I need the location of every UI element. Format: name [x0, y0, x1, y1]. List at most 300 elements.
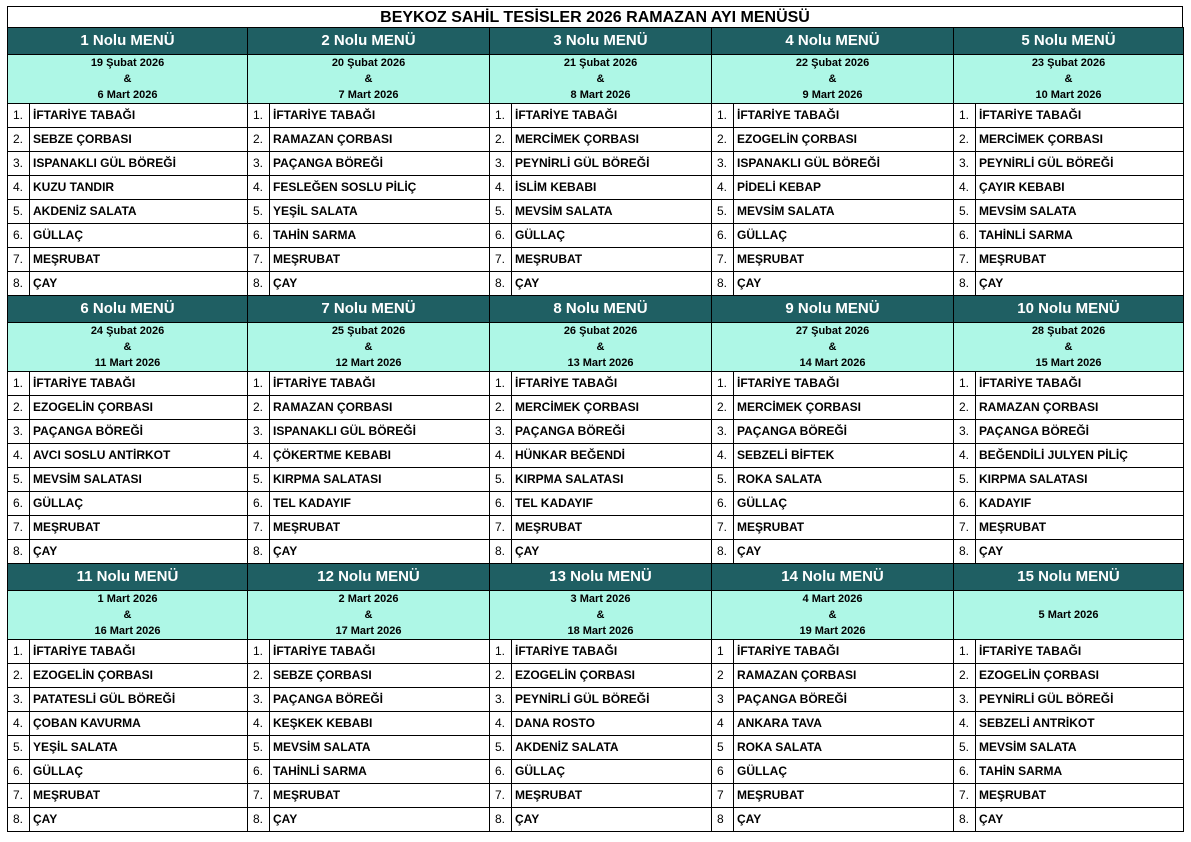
date-line: &	[364, 609, 373, 621]
dish-name: KIRPMA SALATASI	[273, 472, 382, 486]
dish-name: KIRPMA SALATASI	[979, 472, 1088, 486]
dish-name: PAÇANGA BÖREĞİ	[273, 156, 384, 170]
list-item	[954, 444, 1183, 468]
item-number: 5.	[712, 200, 734, 223]
menu-header: 4 Nolu MENÜ	[712, 28, 954, 55]
date-line: &	[1064, 73, 1073, 85]
list-item	[490, 372, 711, 396]
list-item	[954, 272, 1183, 295]
list-item	[490, 224, 711, 248]
list-item	[954, 224, 1183, 248]
date-line: 19 Şubat 2026	[90, 57, 165, 69]
item-number: 1.	[954, 104, 976, 127]
item-number: 5.	[8, 468, 30, 491]
page-title: BEYKOZ SAHİL TESİSLER 2026 RAMAZAN AYI MENÜSÜ	[7, 6, 1183, 27]
list-item	[248, 200, 489, 224]
menu-dates	[712, 591, 954, 640]
list-item	[490, 640, 711, 664]
dish-name: MEŞRUBAT	[33, 520, 101, 534]
item-number: 2.	[954, 396, 976, 419]
dish-name: ÇAY	[737, 812, 762, 826]
dish-name: EZOGELİN ÇORBASI	[33, 400, 154, 414]
dish-name: TEL KADAYIF	[273, 496, 352, 510]
item-number: 3.	[8, 420, 30, 443]
list-item	[712, 736, 953, 760]
dish-name: İFTARİYE TABAĞI	[737, 644, 840, 658]
menu-dates	[490, 55, 712, 104]
dish-name: PAÇANGA BÖREĞİ	[979, 424, 1090, 438]
item-number: 8.	[490, 808, 512, 831]
list-item	[248, 372, 489, 396]
list-item	[490, 712, 711, 736]
dish-name: GÜLLAÇ	[737, 764, 787, 778]
item-number: 3.	[490, 688, 512, 711]
dish-name: YEŞİL SALATA	[33, 740, 118, 754]
item-number: 2.	[490, 128, 512, 151]
date-line: 2 Mart 2026	[338, 593, 399, 605]
dish-name: ISPANAKLI GÜL BÖREĞİ	[273, 424, 416, 438]
item-number: 7.	[8, 784, 30, 807]
list-item	[490, 736, 711, 760]
menu-header: 5 Nolu MENÜ	[954, 28, 1184, 55]
list-item	[248, 176, 489, 200]
dish-name: EZOGELİN ÇORBASI	[979, 668, 1100, 682]
list-item	[954, 712, 1183, 736]
dish-name: TAHİNLİ SARMA	[979, 228, 1073, 242]
list-item	[248, 152, 489, 176]
item-number: 8.	[8, 808, 30, 831]
list-item	[712, 152, 953, 176]
dish-name: ÇAY	[273, 812, 298, 826]
list-item	[712, 420, 953, 444]
list-item	[490, 200, 711, 224]
date-line: 26 Şubat 2026	[563, 325, 638, 337]
dish-name: MEVSİM SALATA	[737, 204, 835, 218]
dish-name: RAMAZAN ÇORBASI	[273, 132, 393, 146]
dish-name: TAHİN SARMA	[979, 764, 1063, 778]
date-line: &	[828, 609, 837, 621]
dish-name: KIRPMA SALATASI	[515, 472, 624, 486]
item-number: 8.	[954, 272, 976, 295]
dish-name: MEVSİM SALATASI	[33, 472, 142, 486]
item-number: 7.	[490, 248, 512, 271]
menu-header: 3 Nolu MENÜ	[490, 28, 712, 55]
item-number: 3	[712, 688, 734, 711]
item-number: 3.	[248, 420, 270, 443]
list-item	[712, 516, 953, 540]
item-number: 4.	[954, 444, 976, 467]
item-number: 2.	[248, 664, 270, 687]
dish-name: EZOGELİN ÇORBASI	[33, 668, 154, 682]
menu-items	[248, 640, 490, 832]
date-line: &	[596, 609, 605, 621]
dish-name: PAÇANGA BÖREĞİ	[33, 424, 144, 438]
menu-dates	[248, 55, 490, 104]
menu-sheet	[7, 6, 1183, 832]
item-number: 4.	[712, 176, 734, 199]
item-number: 2.	[8, 128, 30, 151]
item-number: 4.	[248, 712, 270, 735]
list-item	[8, 640, 247, 664]
list-item	[8, 808, 247, 831]
menu-items	[490, 104, 712, 296]
menu-items	[712, 372, 954, 564]
date-line: 23 Şubat 2026	[1031, 57, 1106, 69]
date-line: 20 Şubat 2026	[331, 57, 406, 69]
item-number: 3.	[712, 420, 734, 443]
list-item	[954, 104, 1183, 128]
list-item	[248, 420, 489, 444]
list-item	[954, 152, 1183, 176]
list-item	[954, 784, 1183, 808]
item-number: 4.	[490, 444, 512, 467]
item-number: 7.	[954, 784, 976, 807]
item-number: 4.	[490, 712, 512, 735]
item-number: 1.	[712, 104, 734, 127]
list-item	[954, 760, 1183, 784]
item-number: 6.	[954, 492, 976, 515]
list-item	[248, 760, 489, 784]
dish-name: HÜNKAR BEĞENDİ	[515, 448, 626, 462]
item-number: 4.	[954, 176, 976, 199]
list-item	[8, 224, 247, 248]
date-line: 19 Mart 2026	[799, 625, 866, 637]
item-number: 6.	[712, 224, 734, 247]
date-line: 5 Mart 2026	[1038, 609, 1099, 621]
dish-name: ÇAY	[979, 812, 1004, 826]
dish-name: İFTARİYE TABAĞI	[737, 376, 840, 390]
list-item	[490, 128, 711, 152]
list-item	[248, 712, 489, 736]
list-item	[954, 372, 1183, 396]
list-item	[712, 712, 953, 736]
dish-name: MEVSİM SALATA	[515, 204, 613, 218]
menu-dates	[712, 323, 954, 372]
list-item	[712, 540, 953, 563]
list-item	[8, 784, 247, 808]
dish-name: MEŞRUBAT	[273, 252, 341, 266]
menu-header: 2 Nolu MENÜ	[248, 28, 490, 55]
list-item	[712, 664, 953, 688]
item-number: 8.	[490, 272, 512, 295]
item-number: 6.	[490, 224, 512, 247]
date-line: 8 Mart 2026	[570, 89, 631, 101]
dish-name: SEBZE ÇORBASI	[33, 132, 132, 146]
dish-name: FESLEĞEN SOSLU PİLİÇ	[273, 180, 417, 194]
list-item	[8, 272, 247, 295]
item-number: 7.	[490, 784, 512, 807]
dish-name: MEŞRUBAT	[515, 520, 583, 534]
date-line: 18 Mart 2026	[567, 625, 634, 637]
dish-name: İSLİM KEBABI	[515, 180, 597, 194]
item-number: 1.	[248, 372, 270, 395]
item-number: 7.	[712, 516, 734, 539]
dish-name: RAMAZAN ÇORBASI	[273, 400, 393, 414]
dish-name: RAMAZAN ÇORBASI	[737, 668, 857, 682]
item-number: 7.	[954, 516, 976, 539]
item-number: 6.	[248, 492, 270, 515]
item-number: 1.	[8, 372, 30, 395]
item-number: 3.	[8, 152, 30, 175]
list-item	[490, 104, 711, 128]
list-item	[712, 688, 953, 712]
item-number: 5.	[954, 736, 976, 759]
list-item	[490, 784, 711, 808]
menu-items	[248, 104, 490, 296]
item-number: 1.	[248, 104, 270, 127]
dish-name: İFTARİYE TABAĞI	[273, 376, 376, 390]
list-item	[490, 808, 711, 831]
menu-items	[8, 372, 248, 564]
dish-name: TAHİNLİ SARMA	[273, 764, 367, 778]
list-item	[8, 420, 247, 444]
dish-name: GÜLLAÇ	[515, 228, 565, 242]
list-item	[248, 104, 489, 128]
item-number: 5.	[954, 200, 976, 223]
menu-items	[8, 104, 248, 296]
item-number: 2.	[490, 664, 512, 687]
menu-items	[954, 104, 1184, 296]
dish-name: PAÇANGA BÖREĞİ	[737, 424, 848, 438]
date-line: 3 Mart 2026	[570, 593, 631, 605]
item-number: 2	[712, 664, 734, 687]
list-item	[490, 272, 711, 295]
item-number: 2.	[954, 664, 976, 687]
menu-dates	[954, 55, 1184, 104]
list-item	[8, 540, 247, 563]
dish-name: İFTARİYE TABAĞI	[273, 644, 376, 658]
dish-name: İFTARİYE TABAĞI	[515, 644, 618, 658]
list-item	[954, 396, 1183, 420]
dish-name: İFTARİYE TABAĞI	[979, 376, 1082, 390]
date-line: 7 Mart 2026	[338, 89, 399, 101]
list-item	[8, 396, 247, 420]
list-item	[248, 468, 489, 492]
item-number: 5.	[8, 200, 30, 223]
dish-name: MEŞRUBAT	[737, 788, 805, 802]
dish-name: PAÇANGA BÖREĞİ	[515, 424, 626, 438]
date-line: &	[596, 73, 605, 85]
list-item	[248, 808, 489, 831]
list-item	[954, 540, 1183, 563]
date-line: &	[828, 341, 837, 353]
date-line: 13 Mart 2026	[567, 357, 634, 369]
item-number: 4.	[8, 176, 30, 199]
list-item	[712, 444, 953, 468]
date-line: 14 Mart 2026	[799, 357, 866, 369]
dish-name: ÇAY	[33, 276, 58, 290]
date-line: 16 Mart 2026	[94, 625, 161, 637]
list-item	[8, 664, 247, 688]
menu-header: 9 Nolu MENÜ	[712, 296, 954, 323]
dish-name: MEŞRUBAT	[33, 788, 101, 802]
list-item	[954, 664, 1183, 688]
item-number: 2.	[490, 396, 512, 419]
item-number: 3.	[490, 420, 512, 443]
date-line: 11 Mart 2026	[94, 357, 161, 369]
item-number: 5.	[490, 736, 512, 759]
item-number: 3.	[712, 152, 734, 175]
list-item	[954, 516, 1183, 540]
list-item	[954, 688, 1183, 712]
item-number: 7	[712, 784, 734, 807]
item-number: 1.	[954, 640, 976, 663]
item-number: 3.	[954, 152, 976, 175]
list-item	[248, 224, 489, 248]
item-number: 6.	[8, 492, 30, 515]
date-line: 1 Mart 2026	[97, 593, 158, 605]
dish-name: PİDELİ KEBAP	[737, 180, 822, 194]
item-number: 8.	[490, 540, 512, 563]
menu-items	[954, 372, 1184, 564]
list-item	[248, 444, 489, 468]
dish-name: ÇAY	[515, 812, 540, 826]
list-item	[8, 492, 247, 516]
dish-name: ANKARA TAVA	[737, 716, 822, 730]
dish-name: MEŞRUBAT	[979, 520, 1047, 534]
menu-header: 11 Nolu MENÜ	[8, 564, 248, 591]
date-line: 4 Mart 2026	[802, 593, 863, 605]
dish-name: ISPANAKLI GÜL BÖREĞİ	[33, 156, 176, 170]
dish-name: PAÇANGA BÖREĞİ	[273, 692, 384, 706]
dish-name: ROKA SALATA	[737, 472, 823, 486]
dish-name: AVCI SOSLU ANTİRKOT	[33, 448, 171, 462]
date-line: 24 Şubat 2026	[90, 325, 165, 337]
list-item	[490, 760, 711, 784]
list-item	[712, 808, 953, 831]
list-item	[8, 468, 247, 492]
menu-items	[490, 640, 712, 832]
dish-name: İFTARİYE TABAĞI	[515, 108, 618, 122]
menu-header: 10 Nolu MENÜ	[954, 296, 1184, 323]
item-number: 1.	[490, 372, 512, 395]
item-number: 5.	[954, 468, 976, 491]
menu-items	[248, 372, 490, 564]
item-number: 3.	[248, 152, 270, 175]
dish-name: ROKA SALATA	[737, 740, 823, 754]
menu-dates	[8, 591, 248, 640]
dish-name: GÜLLAÇ	[515, 764, 565, 778]
item-number: 8.	[8, 540, 30, 563]
item-number: 8.	[954, 540, 976, 563]
list-item	[8, 176, 247, 200]
list-item	[248, 516, 489, 540]
item-number: 5	[712, 736, 734, 759]
item-number: 6.	[490, 492, 512, 515]
dish-name: GÜLLAÇ	[33, 764, 83, 778]
dish-name: ÇAY	[979, 276, 1004, 290]
list-item	[712, 272, 953, 295]
date-line: 10 Mart 2026	[1035, 89, 1102, 101]
date-line: 22 Şubat 2026	[795, 57, 870, 69]
item-number: 5.	[248, 468, 270, 491]
dish-name: RAMAZAN ÇORBASI	[979, 400, 1099, 414]
menu-items	[8, 640, 248, 832]
list-item	[8, 736, 247, 760]
dish-name: PATATESLİ GÜL BÖREĞİ	[33, 692, 176, 706]
list-item	[712, 468, 953, 492]
menu-dates	[490, 591, 712, 640]
dish-name: MEŞRUBAT	[737, 520, 805, 534]
list-item	[8, 712, 247, 736]
list-item	[954, 736, 1183, 760]
item-number: 4.	[248, 444, 270, 467]
list-item	[8, 760, 247, 784]
dish-name: MEŞRUBAT	[273, 788, 341, 802]
dish-name: ÇAY	[737, 544, 762, 558]
list-item	[248, 664, 489, 688]
list-item	[490, 688, 711, 712]
item-number: 7.	[712, 248, 734, 271]
list-item	[954, 492, 1183, 516]
list-item	[490, 664, 711, 688]
list-item	[712, 396, 953, 420]
dish-name: KEŞKEK KEBABI	[273, 716, 373, 730]
dish-name: SEBZELİ BİFTEK	[737, 448, 835, 462]
item-number: 5.	[8, 736, 30, 759]
list-item	[954, 176, 1183, 200]
list-item	[8, 200, 247, 224]
item-number: 2.	[248, 128, 270, 151]
list-item	[248, 688, 489, 712]
item-number: 8.	[248, 272, 270, 295]
dish-name: MEVSİM SALATA	[979, 740, 1077, 754]
dish-name: MERCİMEK ÇORBASI	[515, 400, 640, 414]
item-number: 6.	[248, 224, 270, 247]
date-line: 12 Mart 2026	[335, 357, 402, 369]
list-item	[712, 640, 953, 664]
date-line: &	[123, 341, 132, 353]
dish-name: DANA ROSTO	[515, 716, 596, 730]
list-item	[490, 176, 711, 200]
menu-dates	[248, 323, 490, 372]
menu-dates	[490, 323, 712, 372]
list-item	[490, 420, 711, 444]
list-item	[490, 444, 711, 468]
list-item	[8, 444, 247, 468]
list-item	[712, 224, 953, 248]
item-number: 7.	[248, 516, 270, 539]
list-item	[954, 468, 1183, 492]
dish-name: EZOGELİN ÇORBASI	[515, 668, 636, 682]
dish-name: MEŞRUBAT	[515, 252, 583, 266]
dish-name: İFTARİYE TABAĞI	[33, 108, 136, 122]
item-number: 2.	[8, 664, 30, 687]
item-number: 2.	[248, 396, 270, 419]
list-item	[248, 248, 489, 272]
dish-name: MEŞRUBAT	[737, 252, 805, 266]
dish-name: ÇAY	[273, 544, 298, 558]
item-number: 2.	[712, 396, 734, 419]
list-item	[248, 128, 489, 152]
item-number: 2.	[954, 128, 976, 151]
menu-dates	[248, 591, 490, 640]
date-line: 6 Mart 2026	[97, 89, 158, 101]
item-number: 8.	[8, 272, 30, 295]
item-number: 5.	[248, 736, 270, 759]
list-item	[490, 468, 711, 492]
menu-items	[954, 640, 1184, 832]
item-number: 7.	[8, 516, 30, 539]
date-line: 27 Şubat 2026	[795, 325, 870, 337]
item-number: 4.	[248, 176, 270, 199]
item-number: 7.	[490, 516, 512, 539]
dish-name: YEŞİL SALATA	[273, 204, 358, 218]
list-item	[490, 540, 711, 563]
list-item	[490, 248, 711, 272]
dish-name: İFTARİYE TABAĞI	[515, 376, 618, 390]
dish-name: GÜLLAÇ	[737, 228, 787, 242]
